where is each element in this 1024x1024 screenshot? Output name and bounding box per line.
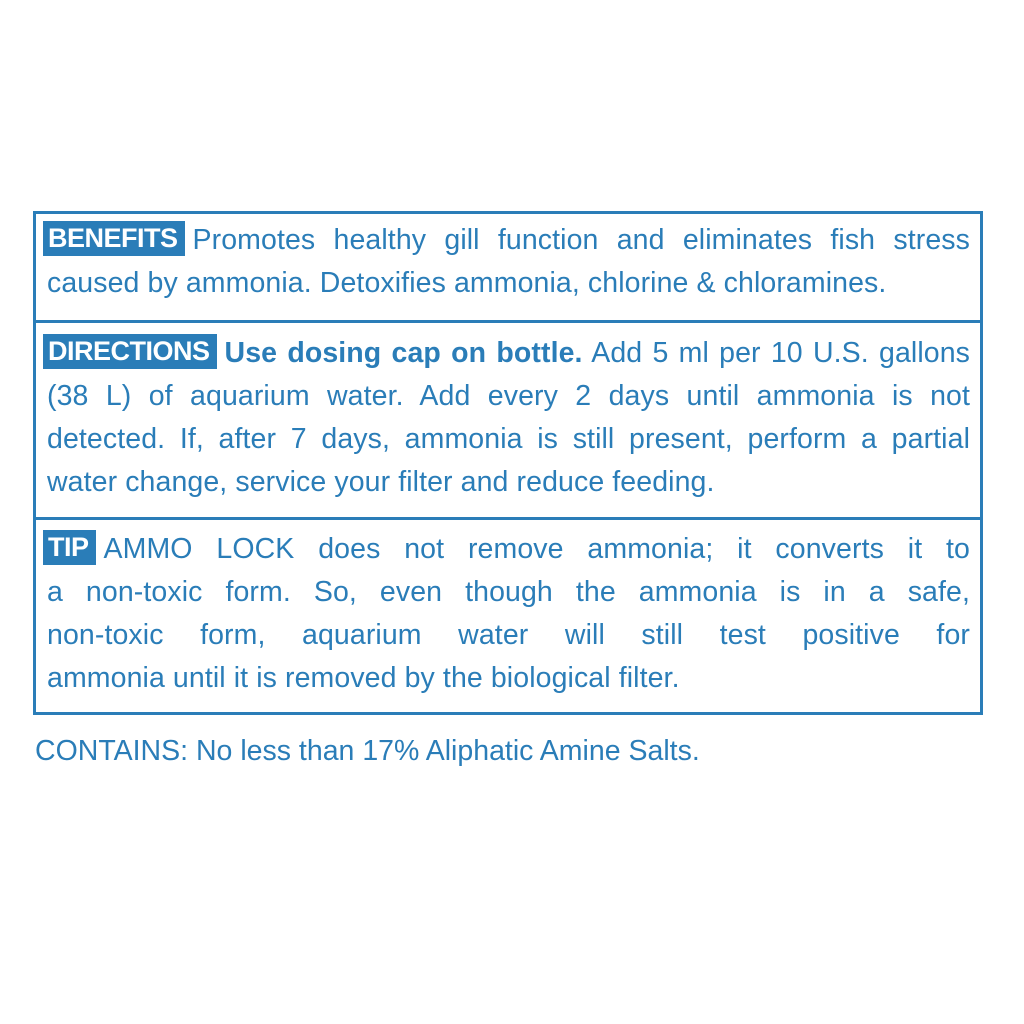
benefits-tag: BENEFITS (43, 221, 185, 256)
tip-line-2: a non-toxic form. So, even though the ammonia is in a safe, (47, 576, 970, 608)
directions-tag: DIRECTIONS (43, 334, 217, 369)
directions-section (36, 323, 980, 520)
tip-line-3: non-toxic form, aquarium water will still test positive for (47, 619, 970, 651)
directions-line-1 (47, 332, 970, 375)
tip-tag: TIP (43, 530, 96, 565)
benefits-line-2: caused by ammonia. Detoxifies ammonia, chlorine & chloramines. (47, 267, 887, 299)
contains-statement: CONTAINS: No less than 17% Aliphatic Amine Salts. (35, 735, 700, 767)
directions-bold-text: Use dosing cap on bottle. (224, 337, 583, 369)
benefits-text-1: Promotes healthy gill function and eliminates fish stress (192, 224, 970, 256)
directions-line-2: (38 L) of aquarium water. Add every 2 days until ammonia is not (47, 380, 970, 412)
directions-text-1: Add 5 ml per 10 U.S. gallons (591, 337, 971, 369)
tip-text-1: AMMO LOCK does not remove ammonia; it converts it to (103, 533, 970, 565)
tip-section (36, 520, 980, 712)
directions-line-4: water change, service your filter and reduce feeding. (47, 466, 715, 498)
benefits-section (36, 214, 980, 323)
tip-line-4: ammonia until it is removed by the biological filter. (47, 662, 680, 694)
directions-line-3: detected. If, after 7 days, ammonia is still present, perform a partial (47, 423, 970, 455)
benefits-line-1 (47, 219, 970, 262)
tip-line-1 (47, 528, 970, 571)
product-label-box (33, 211, 983, 715)
